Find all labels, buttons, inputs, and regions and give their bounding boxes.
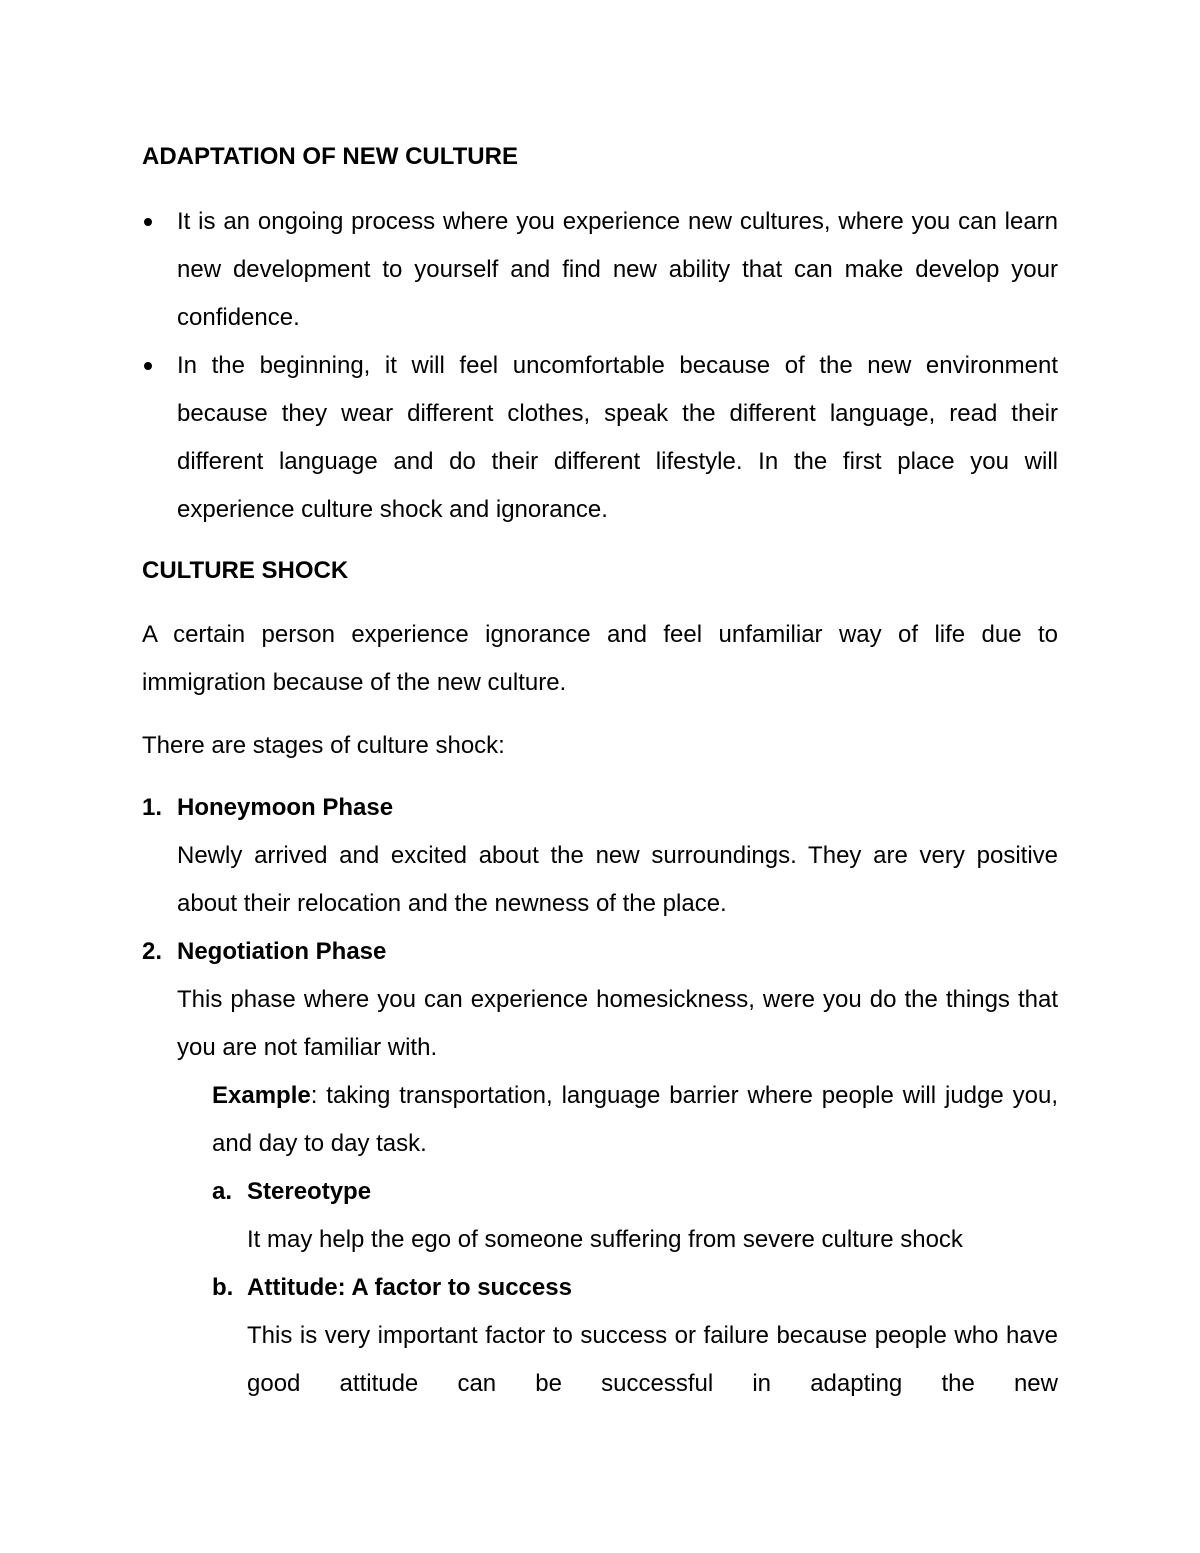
stages-intro: There are stages of culture shock: — [142, 732, 505, 759]
stage-title-text: Negotiation Phase — [177, 938, 387, 965]
example-paragraph — [142, 1072, 1058, 1168]
substage-letter: b. — [212, 1274, 234, 1301]
stage-number: 2. — [142, 938, 163, 965]
stage-description: This phase where you can experience homesickness, were you do the things that you are not familiar with. — [177, 986, 1058, 1061]
substage-letter: a. — [212, 1178, 233, 1205]
bullet-list — [142, 198, 1058, 534]
bullet-dot-icon — [144, 362, 152, 370]
bullet-dot-icon — [144, 218, 152, 226]
definition-paragraph: A certain person experience ignorance and feel unfamiliar way of life due to immigration because of the new culture. — [142, 621, 1058, 696]
bullet-item — [142, 342, 1058, 534]
substage-description: It may help the ego of someone suffering from severe culture shock — [247, 1226, 963, 1253]
example-text: : taking transportation, language barrier where people will judge you, and day to day task. — [212, 1082, 1058, 1157]
bullet-text: It is an ongoing process where you experience new cultures, where you can learn new development to yourself and find new ability that can make develop your confidence. — [177, 208, 1058, 331]
stage-list — [142, 784, 1058, 1408]
section-heading-culture-shock: CULTURE SHOCK — [142, 557, 349, 584]
bullet-text: In the beginning, it will feel uncomfortable because of the new environment because they wear different clothes, speak the different language, read their different language and do their different lifestyle. In the first place you will experience culture shock and ignorance. — [177, 352, 1058, 523]
stage-description: Newly arrived and excited about the new surroundings. They are very positive about their relocation and the newness of the place. — [177, 842, 1058, 917]
section-heading-adaptation: ADAPTATION OF NEW CULTURE — [142, 143, 518, 170]
substage-title — [142, 1168, 1058, 1216]
stage-title — [142, 784, 1058, 832]
substage-title-text: Stereotype — [247, 1178, 372, 1205]
substage-title-text: Attitude: A factor to success — [247, 1274, 572, 1301]
example-label: Example — [212, 1082, 311, 1109]
stage-title-text: Honeymoon Phase — [177, 794, 394, 821]
stage-number: 1. — [142, 794, 163, 821]
stage-title — [142, 928, 1058, 976]
substage-description: This is very important factor to success or failure because people who have good attitude can be successful in adapting the new — [247, 1322, 1058, 1397]
bullet-item — [142, 198, 1058, 342]
substage-title — [142, 1264, 1058, 1312]
